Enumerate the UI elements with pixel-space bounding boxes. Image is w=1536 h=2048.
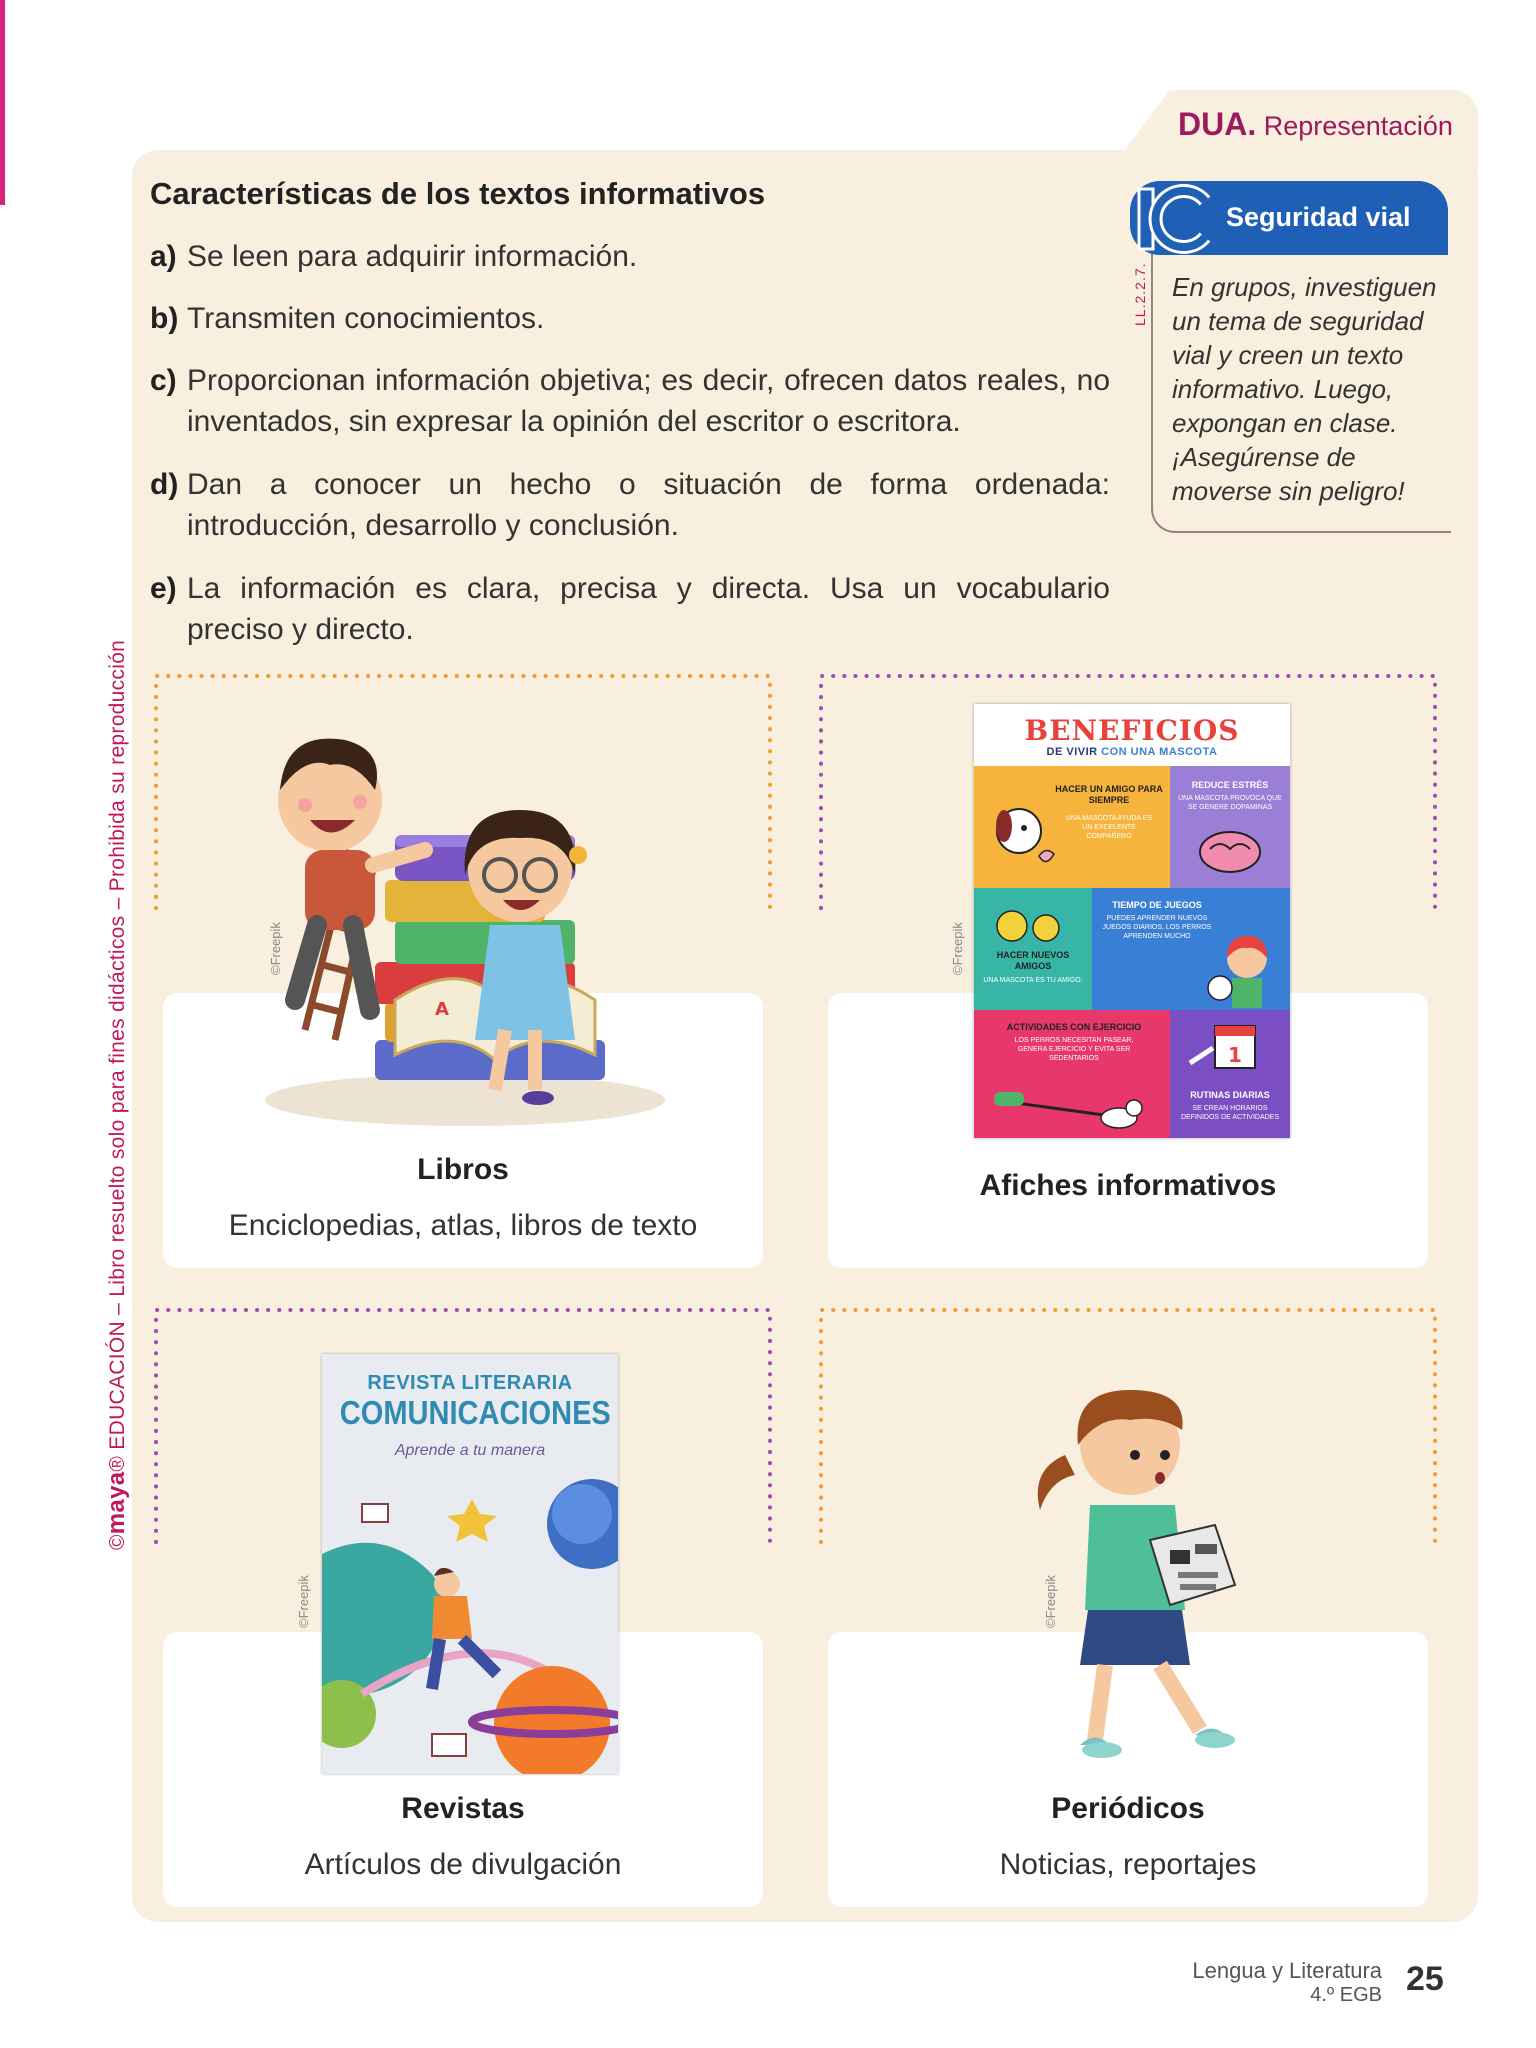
poster-cell: ACTIVIDADES CON EJERCICIO LOS PERROS NECESITAN PASEAR, GENERA EJERCICIO Y EVITA SER SEDENTARIOS xyxy=(974,1010,1170,1138)
characteristics-list xyxy=(150,236,1110,672)
list-item: e) La información es clara, precisa y directa. Usa un vocabulario preciso y directo. xyxy=(150,572,1110,646)
card-title: Afiches informativos xyxy=(979,1169,1277,1202)
poster-cell: HACER UN AMIGO PARA SIEMPRE UNA MASCOTA AYUDA ES UN EXCELENTE COMPAÑERO xyxy=(974,766,1170,888)
pet-benefits-poster xyxy=(974,704,1290,1138)
card-subtitle: Artículos de divulgación xyxy=(304,1848,622,1881)
magazine-line1: REVISTA LITERARIA xyxy=(367,1372,573,1394)
list-item: d) Dan a conocer un hecho o situación de forma ordenada: introducción, desarrollo y conclusión. xyxy=(150,468,1110,542)
image-credit: ©Freepik xyxy=(1043,1575,1058,1628)
footer-grade: 4.º EGB xyxy=(1310,1984,1382,2006)
list-item: a) Se leen para adquirir información. xyxy=(150,240,638,273)
copyright-side-note: ©maya® EDUCACIÓN – Libro resuelto solo para fines didácticos – Prohibida su reproducción xyxy=(103,639,130,1550)
list-item: c) Proporcionan información objetiva; es decir, ofrecen datos reales, no inventados, sin expresar la opinión del escritor o escritora. xyxy=(150,364,1110,438)
brain-icon xyxy=(1195,824,1265,880)
card-title: Revistas xyxy=(401,1792,525,1825)
svg-text:A: A xyxy=(435,999,449,1020)
poster-cell: TIEMPO DE JUEGOS PUEDES APRENDER NUEVOS JUEGOS DIARIOS, LOS PERROS APRENDEN MUCHO xyxy=(1092,888,1290,1010)
dog-icon xyxy=(984,796,1064,876)
card-subtitle: Noticias, reportajes xyxy=(999,1848,1257,1881)
card-subtitle: Enciclopedias, atlas, libros de texto xyxy=(228,1209,698,1242)
poster-cell: 1 RUTINAS DIARIAS SE CREAN HORARIOS DEFINIDOS DE ACTIVIDADES xyxy=(1170,1010,1290,1138)
section-heading: Características de los textos informativos xyxy=(150,176,766,211)
footer-subject: Lengua y Literatura xyxy=(1192,1958,1382,1983)
page-edge-marker xyxy=(0,0,5,205)
image-credit: ©Freepik xyxy=(950,922,965,975)
kids-reading-books-illustration xyxy=(235,710,665,1130)
page-number: 25 xyxy=(1406,1960,1444,1998)
card-title: Periódicos xyxy=(1051,1792,1205,1825)
skill-code: LL.2.2.7. xyxy=(1132,262,1148,326)
poster-cell: HACER NUEVOS AMIGOS UNA MASCOTA ES TU AMIGO. xyxy=(974,888,1092,1010)
road-safety-title: Seguridad vial xyxy=(1226,202,1411,232)
ic-badge-icon xyxy=(1133,183,1213,255)
road-safety-text: En grupos, investiguen un tema de seguridad vial y creen un texto informativo. Luego, expongan en clase. ¡Asegúrense de moverse sin peligro! xyxy=(1172,272,1437,506)
smiley-icon xyxy=(994,906,1064,946)
magazine-line3: Aprende a tu manera xyxy=(394,1442,546,1459)
poster-cell: REDUCE ESTRÉS UNA MASCOTA PROVOCA QUE SE GENERE DOPAMINAS xyxy=(1170,766,1290,888)
card-title: Libros xyxy=(417,1153,509,1186)
magazine-line2: COMUNICACIONES xyxy=(339,1394,611,1431)
girl-reading-newspaper-illustration xyxy=(1010,1360,1310,1780)
girl-with-dog-icon xyxy=(1202,928,1282,1008)
dua-label: DUA. Representación xyxy=(1178,106,1453,142)
magazine-cover-illustration xyxy=(322,1464,618,1774)
poster-subtitle: DE VIVIR CON UNA MASCOTA xyxy=(1046,746,1218,758)
poster-title: BENEFICIOS xyxy=(1024,714,1240,747)
image-credit: ©Freepik xyxy=(268,922,283,975)
literary-magazine-cover xyxy=(322,1354,618,1774)
dog-walk-icon xyxy=(994,1080,1154,1135)
list-item: b) Transmiten conocimientos. xyxy=(150,302,545,335)
calendar-icon xyxy=(1185,1018,1275,1078)
svg-text:1: 1 xyxy=(1228,1043,1242,1067)
image-credit: ©Freepik xyxy=(296,1575,311,1628)
